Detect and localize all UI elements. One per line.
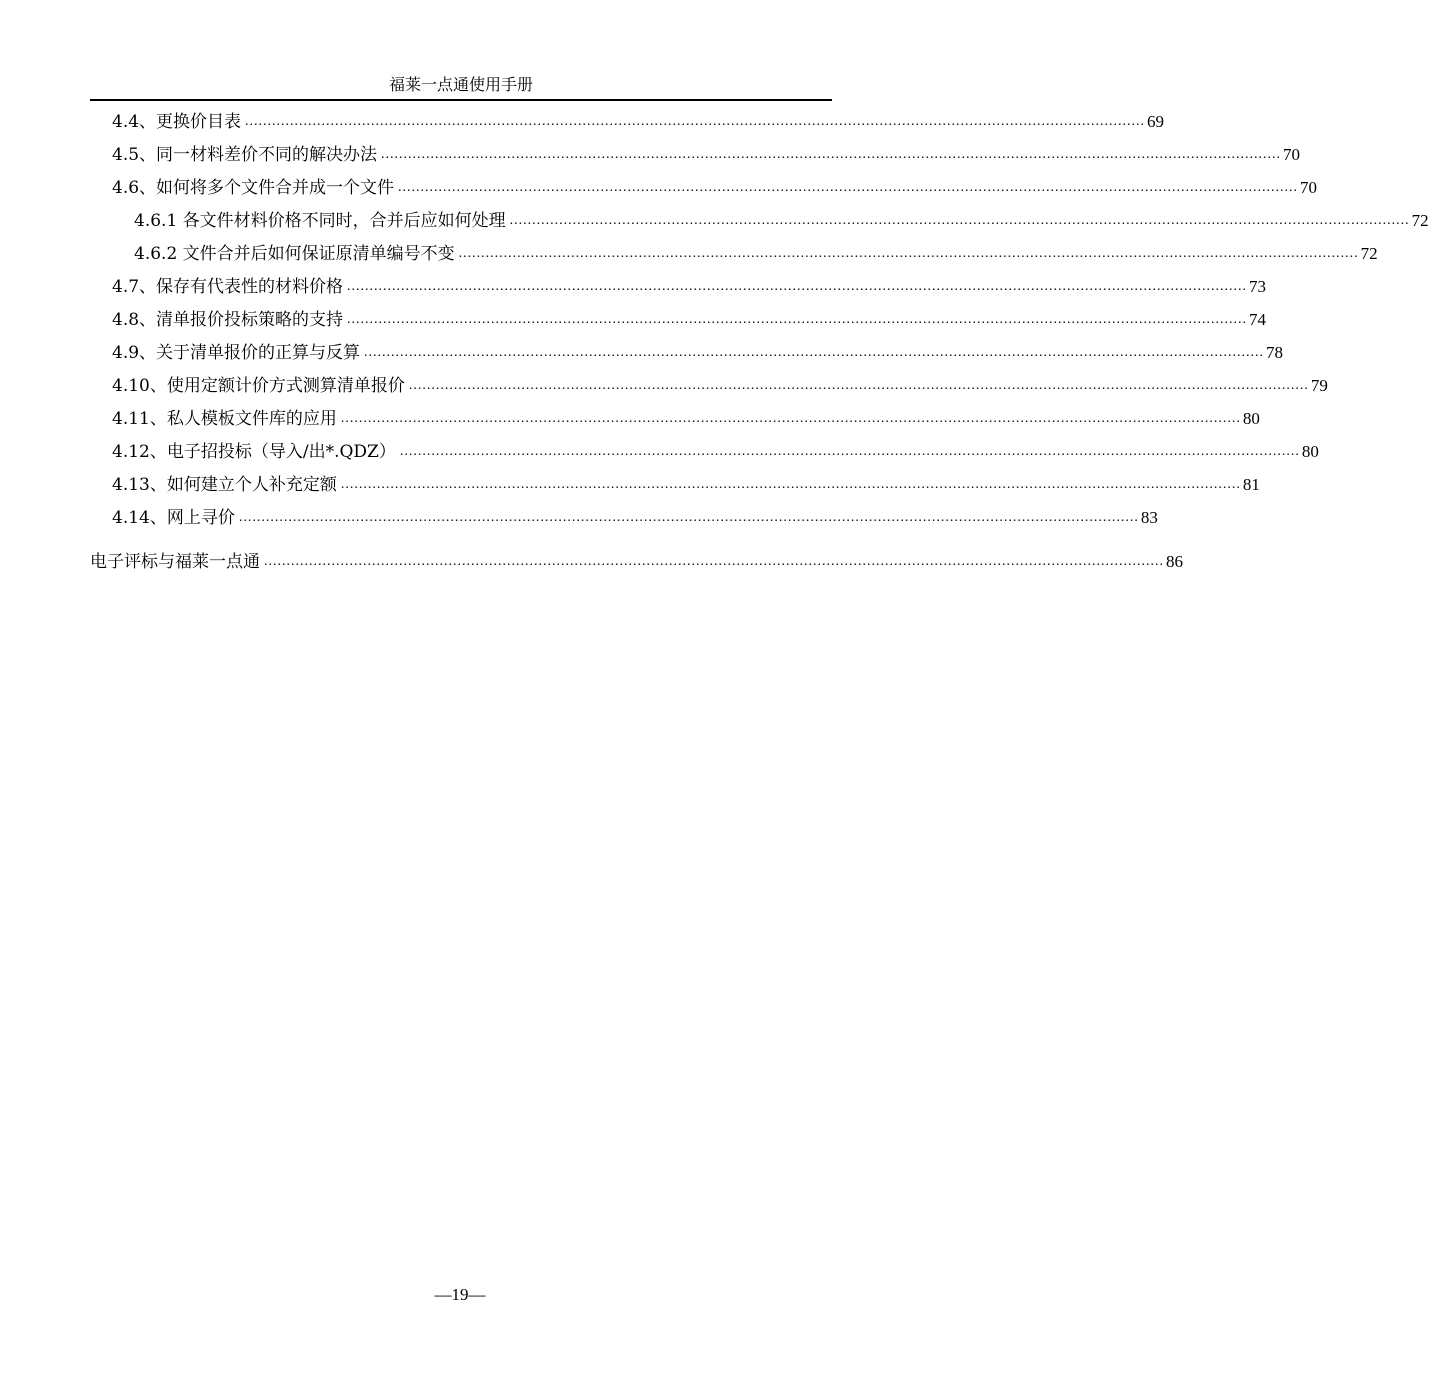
dot-leader: ........................................................................................................................................................................................................: [408, 378, 1309, 393]
toc-entry-page: 74: [1249, 310, 1267, 329]
toc-entry-label: 4.9、关于清单报价的正算与反算: [112, 343, 361, 363]
toc-entry-page: 86: [1166, 552, 1183, 571]
dot-leader: ........................................................................................................................................................................................................: [381, 147, 1282, 162]
running-header: 福莱一点通使用手册: [388, 75, 533, 94]
toc-entry-4-5[interactable]: [112, 142, 1301, 166]
toc-entry-label: 4.11、私人模板文件库的应用: [112, 409, 337, 429]
toc-entry-label: 4.14、网上寻价: [112, 508, 235, 528]
toc-entry-4-14[interactable]: [112, 505, 1158, 529]
dot-leader: ........................................................................................................................................................................................................: [399, 444, 1300, 459]
toc-entry-4-9[interactable]: [112, 340, 1284, 364]
toc-entry-page: 80: [1301, 442, 1319, 461]
toc-entry-label: 4.4、更换价目表: [112, 112, 242, 132]
dot-leader: ........................................................................................................................................................................................................: [347, 279, 1248, 294]
toc-entry-page: 83: [1140, 508, 1158, 527]
toc-entry-page: 70: [1283, 145, 1301, 164]
toc-entry-page: 69: [1147, 112, 1165, 131]
dot-leader: ........................................................................................................................................................................................................: [245, 114, 1146, 129]
toc-entry-4-12[interactable]: [112, 439, 1319, 463]
toc-entry-label: 4.12、电子招投标（导入/出*.QDZ）: [112, 442, 396, 462]
toc-entry-4-7[interactable]: [112, 274, 1267, 298]
toc-entry-page: 72: [1360, 244, 1378, 263]
toc-entry-4-6[interactable]: [112, 175, 1318, 199]
toc-entry-label: 4.6.2 文件合并后如何保证原清单编号不变: [134, 244, 455, 264]
dot-leader: ........................................................................................................................................................................................................: [364, 345, 1265, 360]
page-number: —19—: [434, 1285, 486, 1304]
toc-entry-4-6-1[interactable]: [134, 208, 1429, 232]
toc-entry-chapter[interactable]: [90, 549, 1183, 573]
toc-entry-4-10[interactable]: [112, 373, 1328, 397]
toc-entry-page: 79: [1310, 376, 1328, 395]
toc-entry-page: 72: [1411, 211, 1429, 230]
dot-leader: ........................................................................................................................................................................................................: [340, 477, 1241, 492]
dot-leader: ........................................................................................................................................................................................................: [509, 213, 1410, 228]
dot-leader: ........................................................................................................................................................................................................: [340, 411, 1241, 426]
toc-entry-label: 4.13、如何建立个人补充定额: [112, 475, 337, 495]
toc-entry-4-13[interactable]: [112, 472, 1260, 496]
toc-entry-4-4[interactable]: [112, 109, 1165, 133]
toc-entry-label: 4.6.1 各文件材料价格不同时，合并后应如何处理: [134, 211, 506, 231]
dot-leader: ........................................................................................................................................................................................................: [347, 312, 1248, 327]
toc-entry-page: 70: [1300, 178, 1318, 197]
dot-leader: ........................................................................................................................................................................................................: [398, 180, 1299, 195]
table-of-contents: [0, 0, 1429, 600]
toc-entry-label: 4.5、同一材料差价不同的解决办法: [112, 145, 378, 165]
toc-entry-label: 电子评标与福莱一点通: [90, 552, 260, 572]
dot-leader: ........................................................................................................................................................................................................: [238, 510, 1139, 525]
toc-entry-4-8[interactable]: [112, 307, 1267, 331]
toc-entry-label: 4.8、清单报价投标策略的支持: [112, 310, 344, 330]
dot-leader: ........................................................................................................................................................................................................: [458, 246, 1359, 261]
dot-leader: ........................................................................................................................................................................................................: [264, 554, 1164, 569]
toc-entry-label: 4.7、保存有代表性的材料价格: [112, 277, 344, 297]
toc-entry-label: 4.10、使用定额计价方式测算清单报价: [112, 376, 405, 396]
toc-entry-4-11[interactable]: [112, 406, 1260, 430]
toc-entry-page: 80: [1242, 409, 1260, 428]
toc-entry-page: 73: [1249, 277, 1267, 296]
toc-entry-4-6-2[interactable]: [134, 241, 1378, 265]
toc-entry-page: 81: [1242, 475, 1260, 494]
toc-entry-page: 78: [1266, 343, 1284, 362]
toc-entry-label: 4.6、如何将多个文件合并成一个文件: [112, 178, 395, 198]
